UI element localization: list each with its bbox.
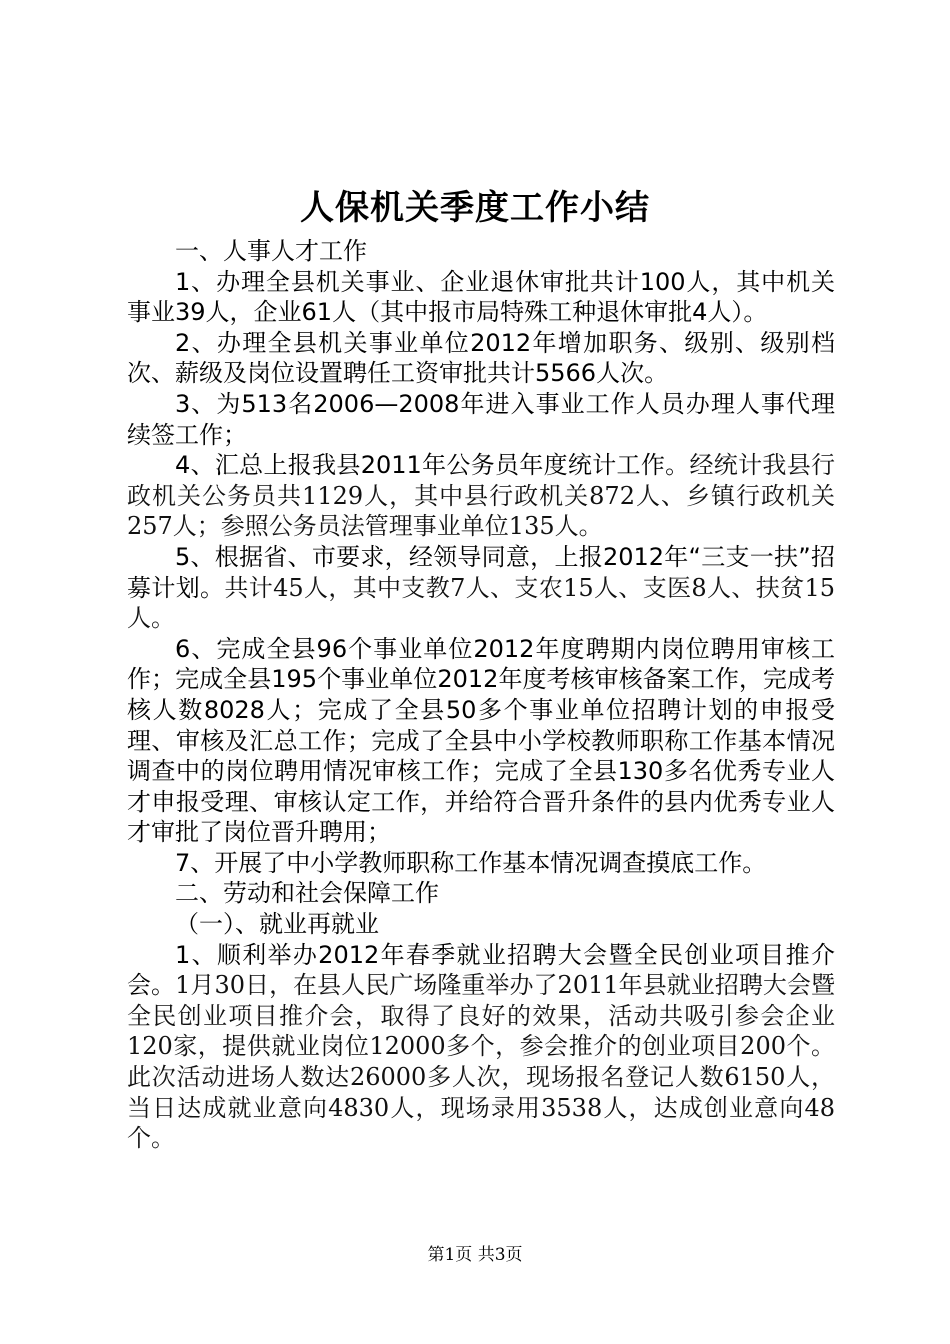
paragraph-item (127, 940, 835, 1154)
paragraph-item (127, 848, 835, 879)
paragraph-item (127, 450, 835, 542)
paragraph-item (127, 267, 835, 328)
paragraph-lead: 6、完成全县96个事业单位2012年度聘期内岗位聘用审核工作；完成全县195个事业单位2012年度考核审核备案工作，完成考核人数8028人；完成了全县50多个事业单位招聘计划的申报受理、审核及汇总工作；完成了全县中小学校教师职称工作基本情况调查中的岗位聘用情况审核工作；完成了全县130多名优秀专业人才申报受理、审核认定工作，并给符合晋升条件的县内优秀专业人才审批了岗位晋升聘用； (127, 634, 835, 847)
paragraph-item (127, 328, 835, 389)
paragraph-lead: 一、人事人才工作 (175, 237, 367, 265)
paragraph-lead: 1、办理全县机关事业、企业退休审批共计100人，其中机关事业39人，企业61人（其中报市局特殊工种退休审批4人）。 (127, 267, 835, 327)
paragraph-lead: 7、开展了中小学教师职称工作基本情况调查摸底工作。 (175, 848, 767, 877)
paragraph-detail: 1月30日，在县人民广场隆重举办了2011年县就业招聘大会暨全民创业项目推介会，取得了良好的效果，活动共吸引参会企业120家，提供就业岗位12000多个，参会推介的创业项目200个。此次活动进场人数达26000多人次，现场报名登记人数6150人，当日达成就业意向4830人，现场录用3538人，达成创业意向48个。 (127, 971, 836, 1153)
subsection-heading-employment (127, 909, 835, 940)
paragraph-lead: （一）、就业再就业 (175, 910, 379, 939)
paragraph-item (127, 389, 835, 450)
paragraph-lead: 4、汇总上报我县2011年公务员年度统计工作。 (175, 451, 690, 480)
document-body (127, 236, 835, 1154)
paragraph-lead: 3、为513名2006—2008年进入事业工作人员办理人事代理续签工作； (127, 389, 835, 449)
section-heading-labor (127, 878, 835, 909)
paragraph-item (127, 542, 835, 634)
section-heading-personnel (127, 236, 835, 267)
paragraph-lead: 5、根据省、市要求，经领导同意，上报2012年“三支一扶”招募计划。 (127, 542, 835, 602)
paragraph-lead: 2、办理全县机关事业单位2012年增加职务、级别、级别档次、薪级及岗位设置聘任工资审批共计5566人次。 (127, 328, 835, 388)
page-number-footer: 第1页 共3页 (427, 1245, 523, 1265)
document-title: 人保机关季度工作小结 (300, 188, 650, 228)
paragraph-lead: 1、顺利举办2012年春季就业招聘大会暨全民创业项目推介会。 (127, 940, 835, 1000)
paragraph-detail: 共计45人，其中支教7人、支农15人、支医8人、扶贫15人。 (127, 573, 835, 633)
paragraph-item (127, 634, 835, 848)
paragraph-detail: 经统计我县行政机关公务员共1129人，其中县行政机关872人、乡镇行政机关257人；参照公务员法管理事业单位135人。 (127, 451, 835, 541)
paragraph-lead: 二、劳动和社会保障工作 (175, 879, 439, 908)
